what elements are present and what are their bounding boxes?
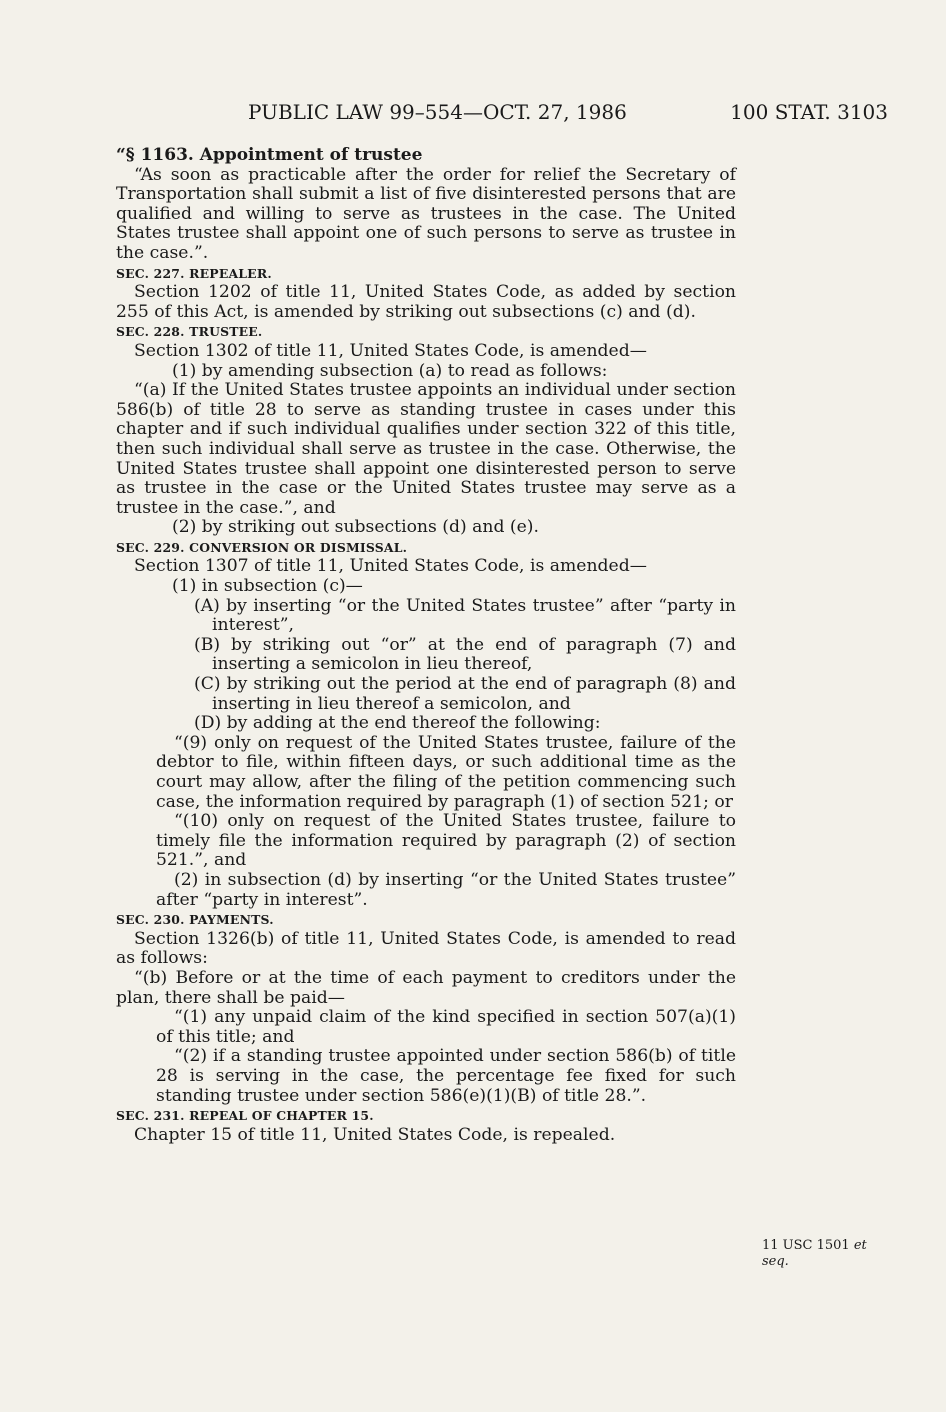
sec-228-intro: Section 1302 of title 11, United States Code, is amended— — [134, 340, 647, 361]
section-1163-title: “§ 1163. Appointment of trustee — [116, 145, 423, 165]
sec-227-text: Section 1202 of title 11, United States Code, as added by section 255 of this Act, is amended by striking out subsections (c) and (d). — [116, 282, 736, 322]
sec-229-item-1: (1) in subsection (c)— — [172, 576, 363, 597]
sec-230-intro: Section 1326(b) of title 11, United States Code, is amended to read as follows: — [116, 928, 736, 969]
document-body — [116, 146, 736, 1145]
sec-227-heading: SEC. 227. REPEALER. — [116, 265, 272, 281]
section-1163-text: “As soon as practicable after the order for relief the Secretary of Transportation shall submit a list of five disinterested persons that are qualified and willing to serve as trustees in the case. The United States trustee shall appoint one of such persons to serve as trustee in the case.”. — [116, 164, 736, 263]
margin-citation — [762, 1238, 882, 1270]
public-law-header: PUBLIC LAW 99–554—OCT. 27, 1986 — [248, 100, 627, 124]
sec-229-item-a: (A) by inserting “or the United States trustee” after “party in interest”, — [194, 595, 736, 636]
statute-page-number: 100 STAT. 3103 — [730, 100, 888, 124]
sec-230-quote-b: “(b) Before or at the time of each payment to creditors under the plan, there shall be paid— — [116, 967, 736, 1008]
sec-229-quote-9: “(9) only on request of the United States trustee, failure of the debtor to file, within fifteen days, or such additional time as the court may allow, after the filing of the petition commencing such case, the information required by paragraph (1) of section 521; or — [156, 732, 736, 812]
sec-231-heading: SEC. 231. REPEAL OF CHAPTER 15. — [116, 1108, 374, 1124]
sec-229-item-d: (D) by adding at the end thereof the following: — [194, 713, 601, 734]
sec-230-quote-1: “(1) any unpaid claim of the kind specified in section 507(a)(1) of this title; and — [156, 1007, 736, 1047]
sec-231-text: Chapter 15 of title 11, United States Code, is repealed. — [134, 1124, 616, 1145]
margin-citation-suffix: et seq. — [762, 1238, 867, 1269]
sec-229-intro: Section 1307 of title 11, United States Code, is amended— — [134, 556, 647, 577]
margin-citation-text: 11 USC 1501 — [762, 1238, 850, 1253]
sec-228-item-2: (2) by striking out subsections (d) and (e). — [172, 517, 539, 538]
sec-228-quote-a: “(a) If the United States trustee appoints an individual under section 586(b) of title 28 to serve as standing trustee in cases under this chapter and if such individual qualifies under section 322 of this title, then such individual shall serve as trustee in the case. Otherwise, the United States trustee shall appoint one disinterested person to serve as trustee in the case or the United States trustee may serve as a trustee in the case.”, and — [116, 380, 736, 518]
sec-228-item-1: (1) by amending subsection (a) to read as follows: — [172, 360, 608, 381]
page-header — [248, 100, 888, 128]
sec-229-item-c: (C) by striking out the period at the end of paragraph (8) and inserting in lieu thereof a semicolon, and — [194, 674, 736, 714]
sec-229-quote-10: “(10) only on request of the United States trustee, failure to timely file the information required by paragraph (2) of section 521.”, and — [156, 811, 736, 871]
sec-228-heading: SEC. 228. TRUSTEE. — [116, 324, 263, 340]
sec-229-item-2: (2) in subsection (d) by inserting “or the United States trustee” after “party in interest”. — [156, 869, 736, 910]
sec-230-heading: SEC. 230. PAYMENTS. — [116, 912, 274, 928]
sec-229-heading: SEC. 229. CONVERSION OR DISMISSAL. — [116, 539, 408, 555]
sec-230-quote-2: “(2) if a standing trustee appointed under section 586(b) of title 28 is serving in the case, the percentage fee fixed for such standing trustee under section 586(e)(1)(B) of title 28.”. — [156, 1046, 736, 1106]
sec-229-item-b: (B) by striking out “or” at the end of paragraph (7) and inserting a semicolon in lieu thereof, — [194, 634, 736, 675]
